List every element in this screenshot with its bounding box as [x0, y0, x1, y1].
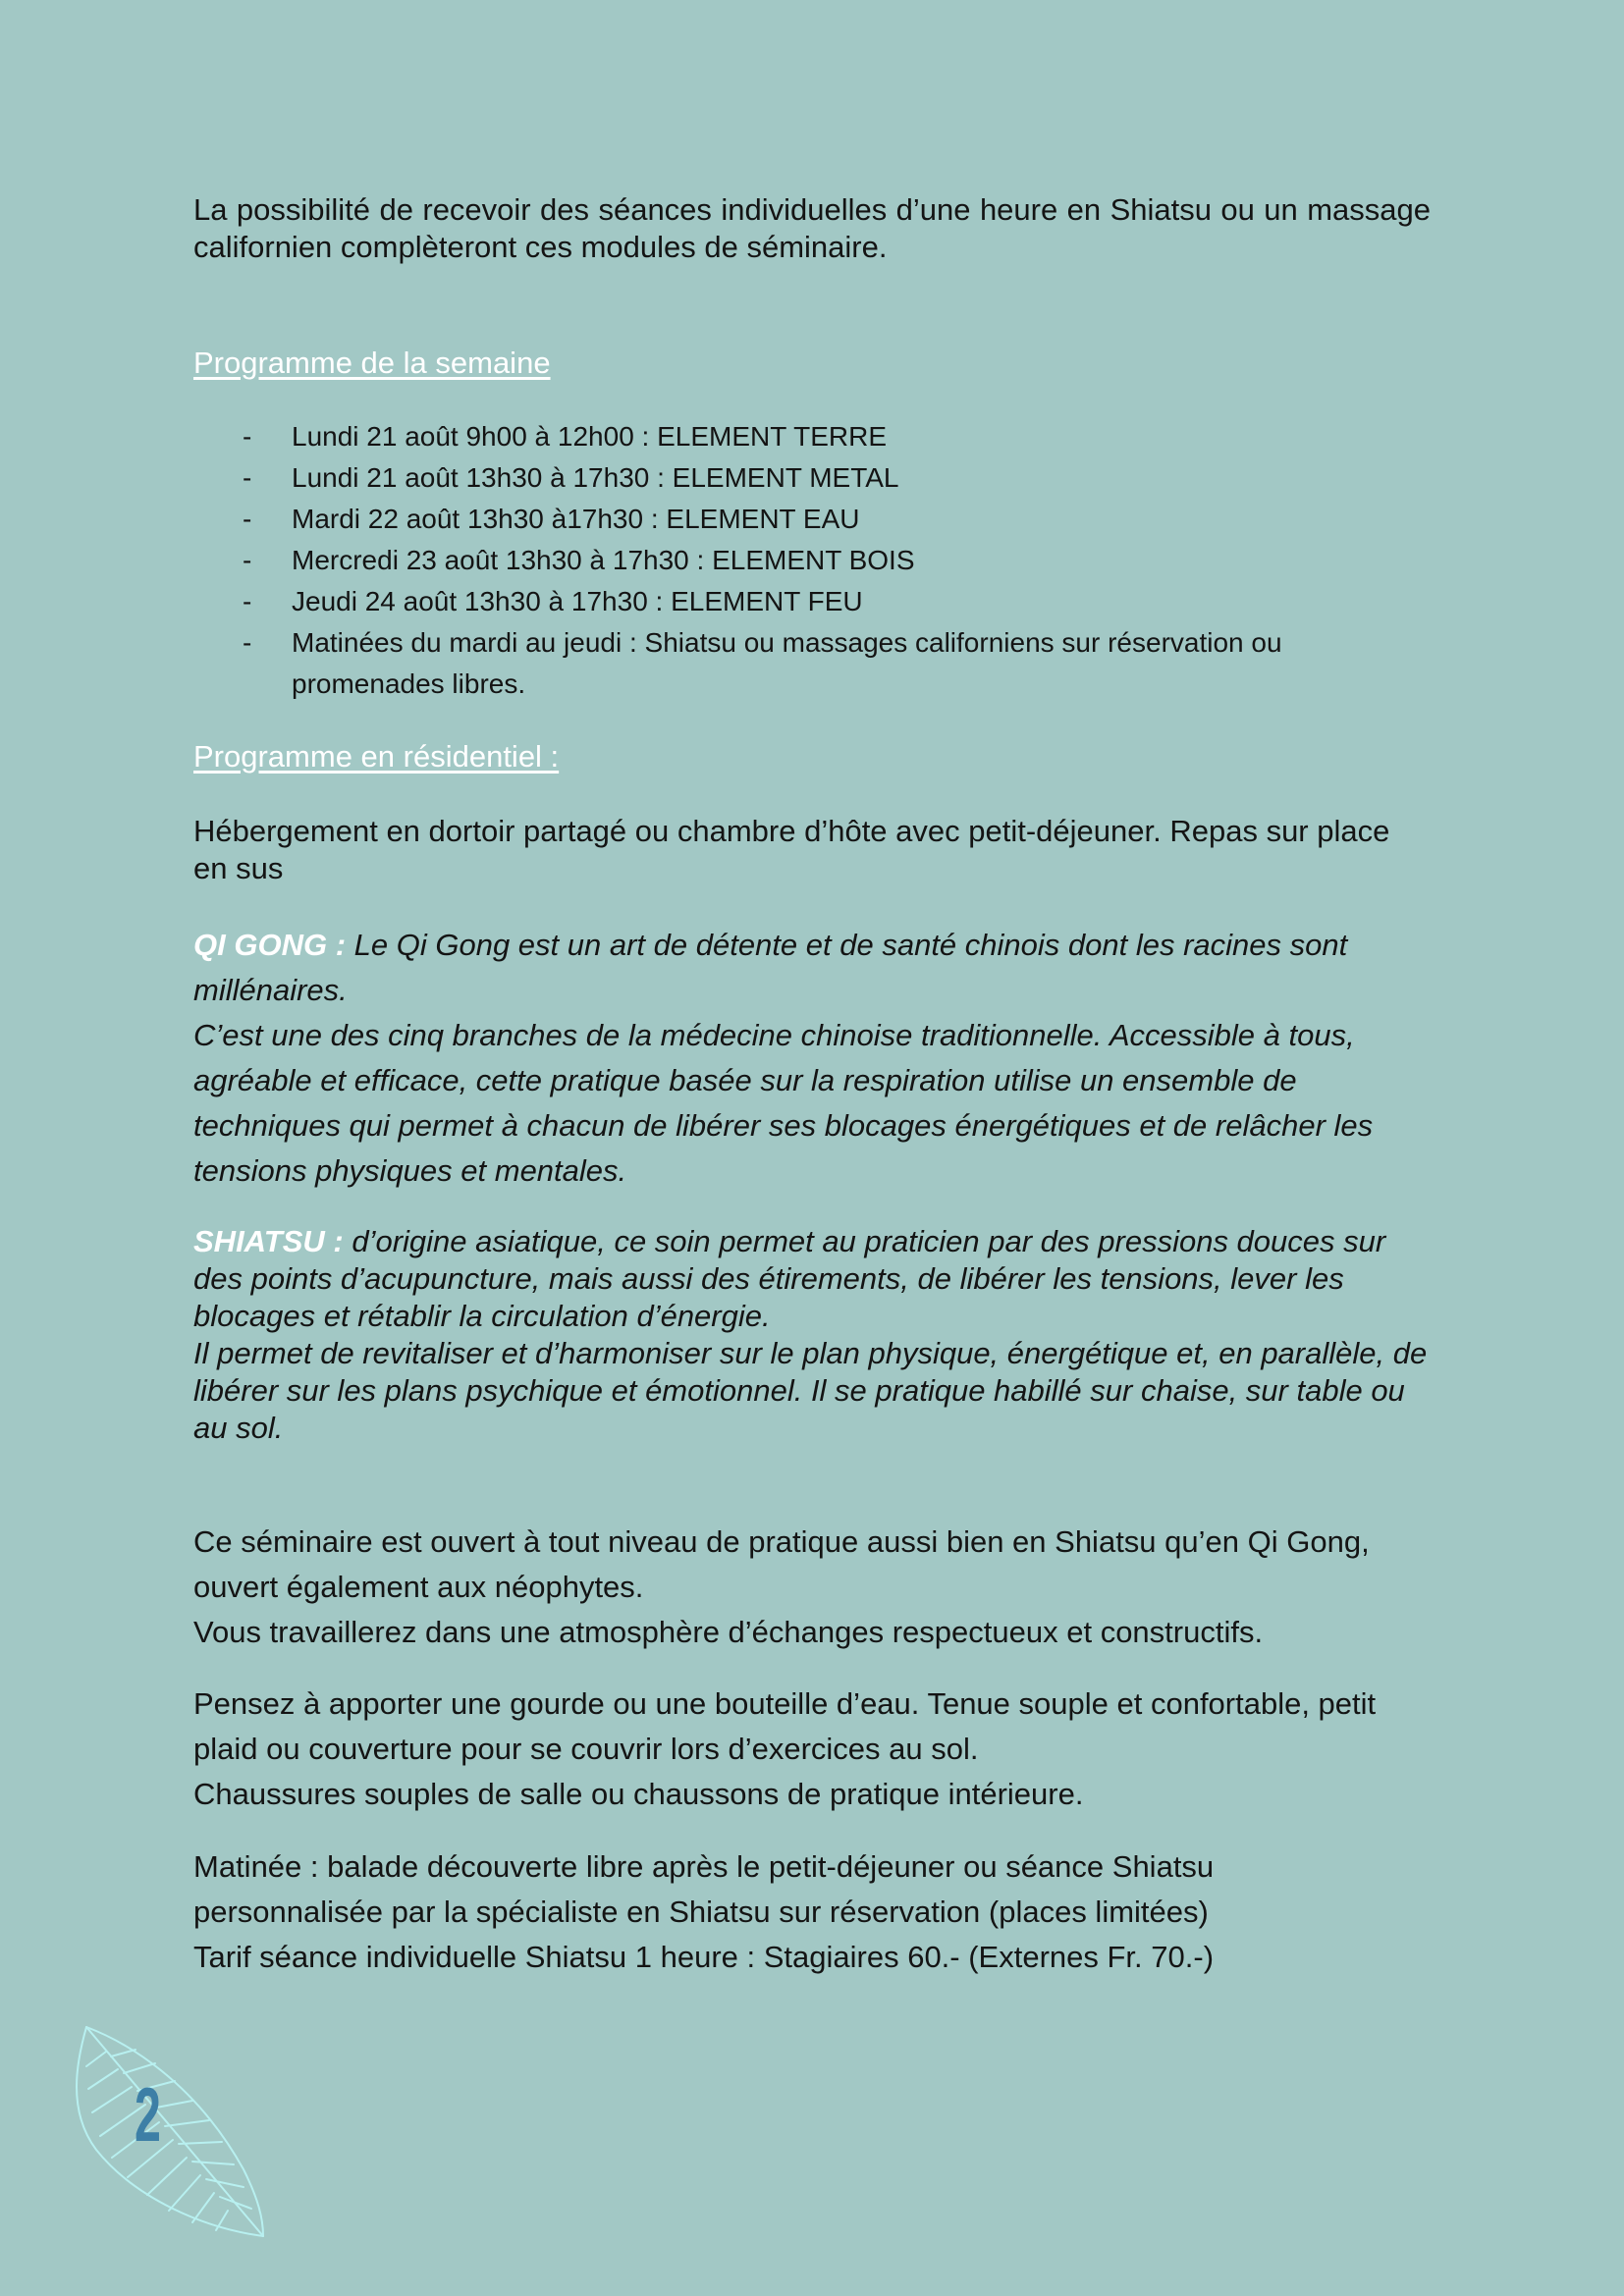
- list-item: - Lundi 21 août 9h00 à 12h00 : ELEMENT TERRE: [193, 416, 1391, 457]
- intro-paragraph: [193, 191, 1431, 266]
- shiatsu-text-1: [193, 1223, 1435, 1335]
- intro-text: La possibilité de recevoir des séances individuelles d’une heure en Shiatsu ou un massage californien complèteront ces modules de séminaire.: [193, 192, 1431, 264]
- apporter-line-2: Chaussures souples de salle ou chaussons de pratique intérieure.: [193, 1777, 1084, 1811]
- shiatsu-paragraph: [193, 1223, 1435, 1447]
- list-item: - Mardi 22 août 13h30 à17h30 : ELEMENT EAU: [193, 499, 1391, 540]
- programme-semaine-heading: Programme de la semaine: [193, 346, 551, 380]
- shiatsu-text-2: Il permet de revitaliser et d’harmoniser sur le plan physique, énergétique et, en parallèle, de libérer sur les plans psychique et émotionnel. Il se pratique habillé sur chaise, sur table ou au sol.: [193, 1336, 1428, 1445]
- qigong-description: Le Qi Gong est un art de détente et de santé chinois dont les racines sont millénaires.: [193, 928, 1348, 1007]
- matinee-line-1: Matinée : balade découverte libre après le petit-déjeuner ou séance Shiatsu personnalisée par la spécialiste en Shiatsu sur réservation (places limitées): [193, 1849, 1215, 1929]
- list-item: - Matinées du mardi au jeudi : Shiatsu ou massages californiens sur réservation ou promenades libres.: [193, 622, 1391, 705]
- hebergement-text: Hébergement en dortoir partagé ou chambre d’hôte avec petit-déjeuner. Repas sur place en sus: [193, 814, 1390, 885]
- seminaire-paragraph: [193, 1520, 1411, 1655]
- page-number: 2: [135, 2071, 161, 2158]
- apporter-paragraph: [193, 1682, 1421, 1817]
- matinee-paragraph: [193, 1844, 1372, 1980]
- list-item: - Jeudi 24 août 13h30 à 17h30 : ELEMENT FEU: [193, 581, 1391, 622]
- qigong-text-2: C’est une des cinq branches de la médecine chinoise traditionnelle. Accessible à tous, agréable et efficace, cette pratique basée sur la respiration utilise un ensemble de techniques qui permet à chacun de libérer ses blocages énergétiques et de relâcher les tensions physiques et mentales.: [193, 1018, 1374, 1188]
- shiatsu-sep: :: [324, 1224, 352, 1258]
- programme-semaine-list: [193, 416, 1391, 705]
- shiatsu-description: d’origine asiatique, ce soin permet au praticien par des pressions douces sur des points d’acupuncture, mais aussi des étirements, de libérer les tensions, lever les blocages et rétablir la circulation d’énergie.: [193, 1224, 1386, 1333]
- programme-residentiel-section: [193, 738, 1431, 775]
- programme-residentiel-heading: Programme en résidentiel :: [193, 739, 560, 774]
- apporter-line-1: Pensez à apporter une gourde ou une bouteille d’eau. Tenue souple et confortable, petit plaid ou couverture pour se couvrir lors d’exercices au sol.: [193, 1686, 1377, 1766]
- programme-semaine-section: [193, 345, 1431, 382]
- seminaire-line-2: Vous travaillerez dans une atmosphère d’échanges respectueux et constructifs.: [193, 1615, 1264, 1649]
- qigong-sep: :: [327, 928, 354, 962]
- qigong-text-1: [193, 923, 1421, 1013]
- shiatsu-label: SHIATSU: [193, 1224, 325, 1258]
- list-item: - Lundi 21 août 13h30 à 17h30 : ELEMENT METAL: [193, 457, 1391, 499]
- hebergement-paragraph: [193, 813, 1431, 887]
- matinee-line-2: Tarif séance individuelle Shiatsu 1 heure : Stagiaires 60.- (Externes Fr. 70.-): [193, 1940, 1215, 1974]
- qigong-paragraph: [193, 923, 1421, 1194]
- qigong-label: QI GONG: [193, 928, 328, 962]
- list-item: - Mercredi 23 août 13h30 à 17h30 : ELEMENT BOIS: [193, 540, 1391, 581]
- feather-icon: [57, 2022, 283, 2243]
- seminaire-line-1: Ce séminaire est ouvert à tout niveau de pratique aussi bien en Shiatsu qu’en Qi Gong, ouvert également aux néophytes.: [193, 1524, 1370, 1604]
